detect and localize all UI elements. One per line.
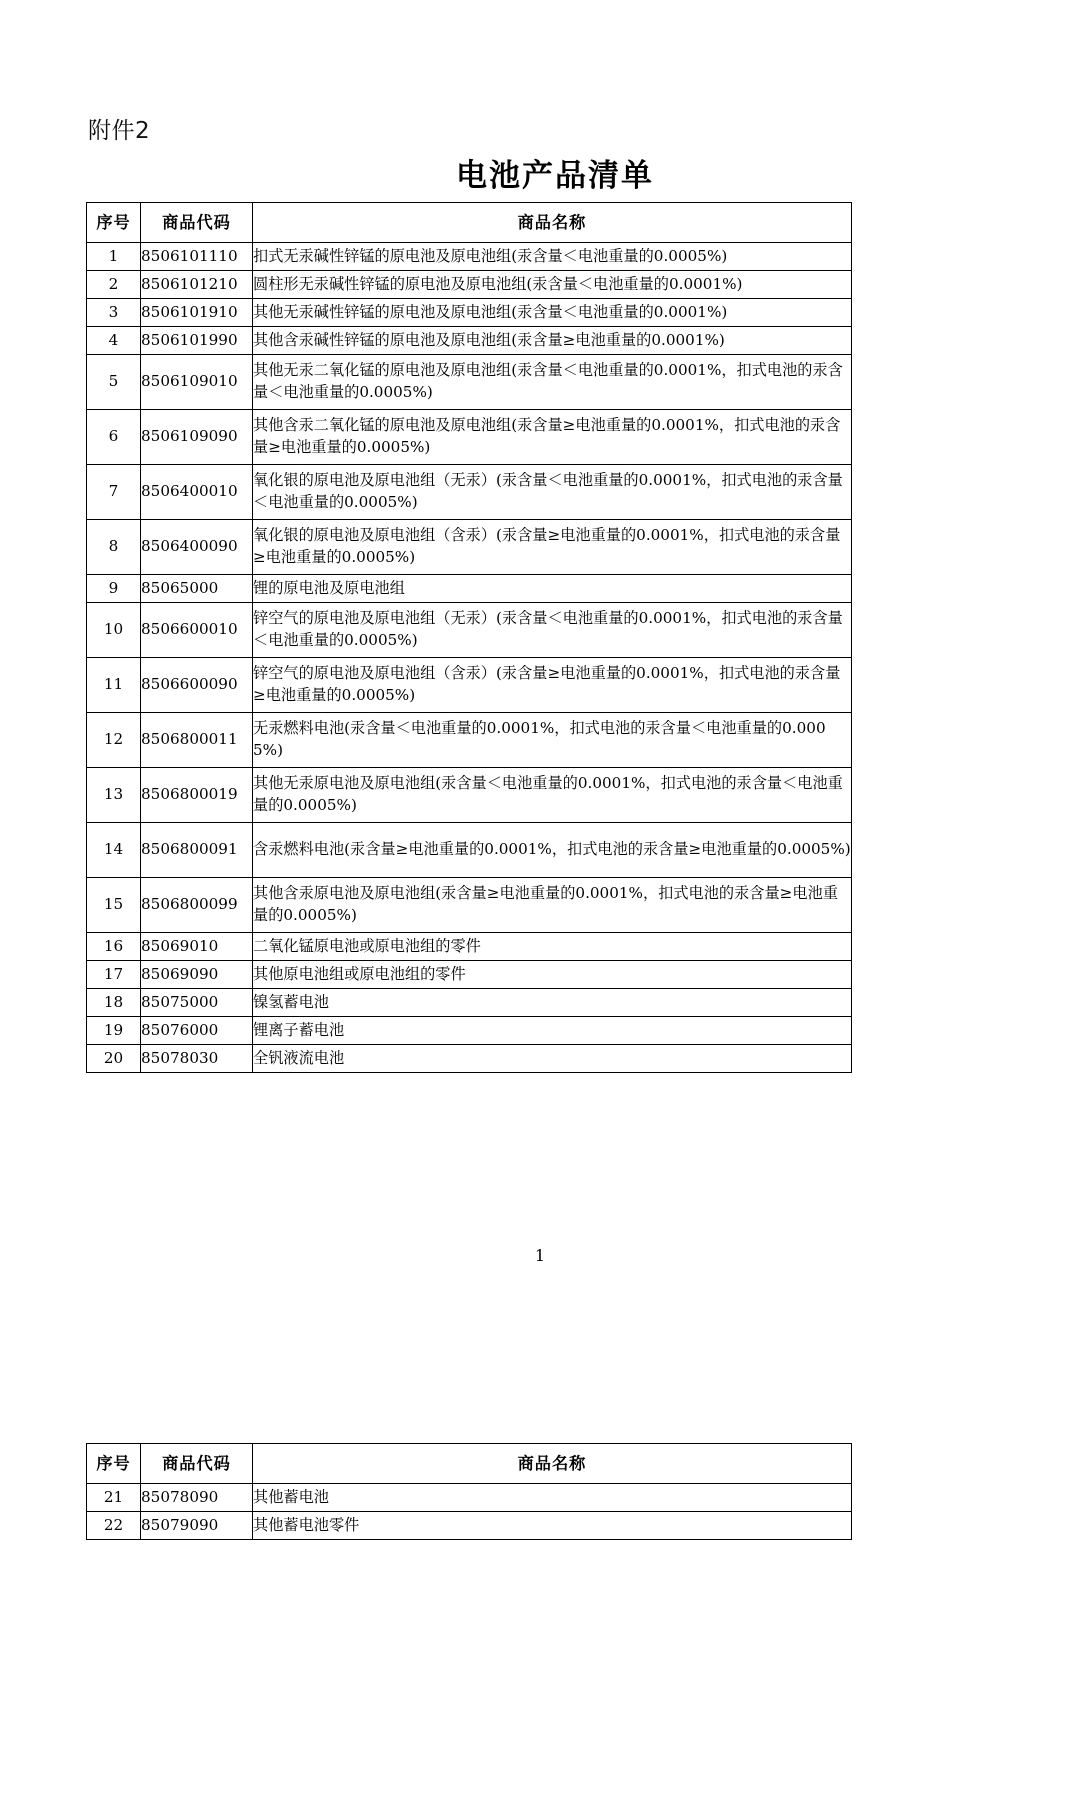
- table-row: [87, 713, 852, 768]
- cell-serial-number: 12: [87, 713, 141, 768]
- table-row: [87, 878, 852, 933]
- table-row: [87, 1045, 852, 1073]
- table-header-row: [87, 203, 852, 243]
- table-header-row: [87, 1444, 852, 1484]
- cell-product-code: 85069010: [141, 933, 253, 961]
- cell-product-name: 锂的原电池及原电池组: [253, 575, 852, 603]
- cell-product-code: 8506101910: [141, 299, 253, 327]
- cell-product-code: 85065000: [141, 575, 253, 603]
- cell-product-code: 85079090: [141, 1512, 253, 1540]
- cell-serial-number: 20: [87, 1045, 141, 1073]
- cell-serial-number: 1: [87, 243, 141, 271]
- column-header-code: 商品代码: [141, 203, 253, 243]
- column-header-name: 商品名称: [253, 203, 852, 243]
- cell-serial-number: 8: [87, 520, 141, 575]
- cell-product-code: 8506400010: [141, 465, 253, 520]
- cell-product-name: 氧化银的原电池及原电池组（含汞）(汞含量≥电池重量的0.0001%，扣式电池的汞含量≥电池重量的0.0005%): [253, 520, 852, 575]
- cell-product-code: 8506101210: [141, 271, 253, 299]
- cell-product-code: 8506101990: [141, 327, 253, 355]
- cell-product-code: 8506600090: [141, 658, 253, 713]
- cell-serial-number: 11: [87, 658, 141, 713]
- table-row: [87, 575, 852, 603]
- cell-serial-number: 14: [87, 823, 141, 878]
- cell-product-name: 其他无汞碱性锌锰的原电池及原电池组(汞含量＜电池重量的0.0001%): [253, 299, 852, 327]
- cell-product-code: 85078030: [141, 1045, 253, 1073]
- cell-serial-number: 10: [87, 603, 141, 658]
- cell-serial-number: 9: [87, 575, 141, 603]
- table-row: [87, 658, 852, 713]
- cell-product-name: 二氧化锰原电池或原电池组的零件: [253, 933, 852, 961]
- cell-product-name: 无汞燃料电池(汞含量＜电池重量的0.0001%，扣式电池的汞含量＜电池重量的0.0005%): [253, 713, 852, 768]
- cell-serial-number: 13: [87, 768, 141, 823]
- table-header: [87, 203, 852, 243]
- table-row: [87, 933, 852, 961]
- table-row: [87, 823, 852, 878]
- cell-product-name: 锌空气的原电池及原电池组（无汞）(汞含量＜电池重量的0.0001%，扣式电池的汞含量＜电池重量的0.0005%): [253, 603, 852, 658]
- cell-product-name: 锌空气的原电池及原电池组（含汞）(汞含量≥电池重量的0.0001%，扣式电池的汞含量≥电池重量的0.0005%): [253, 658, 852, 713]
- cell-product-name: 圆柱形无汞碱性锌锰的原电池及原电池组(汞含量＜电池重量的0.0001%): [253, 271, 852, 299]
- cell-product-name: 全钒液流电池: [253, 1045, 852, 1073]
- cell-product-name: 锂离子蓄电池: [253, 1017, 852, 1045]
- table-row: [87, 603, 852, 658]
- page-title: [0, 150, 1080, 195]
- cell-product-name: 其他含汞原电池及原电池组(汞含量≥电池重量的0.0001%，扣式电池的汞含量≥电池重量的0.0005%): [253, 878, 852, 933]
- cell-serial-number: 15: [87, 878, 141, 933]
- table-row: [87, 520, 852, 575]
- table-row: [87, 355, 852, 410]
- battery-product-table-container: [86, 202, 851, 1073]
- attachment-label: 附件2: [88, 118, 151, 144]
- cell-product-code: 8506400090: [141, 520, 253, 575]
- table-row: [87, 299, 852, 327]
- cell-product-code: 8506800011: [141, 713, 253, 768]
- cell-serial-number: 2: [87, 271, 141, 299]
- cell-serial-number: 17: [87, 961, 141, 989]
- table-row: [87, 271, 852, 299]
- table-row: [87, 327, 852, 355]
- cell-serial-number: 6: [87, 410, 141, 465]
- page-number: 1: [534, 1246, 546, 1265]
- table-row: [87, 768, 852, 823]
- cell-serial-number: 18: [87, 989, 141, 1017]
- cell-product-code: 8506800099: [141, 878, 253, 933]
- battery-product-table-continued: [86, 1443, 852, 1540]
- cell-product-name: 其他含汞二氧化锰的原电池及原电池组(汞含量≥电池重量的0.0001%，扣式电池的汞含量≥电池重量的0.0005%): [253, 410, 852, 465]
- cell-product-name: 其他蓄电池: [253, 1484, 852, 1512]
- cell-product-name: 镍氢蓄电池: [253, 989, 852, 1017]
- column-header-no: 序号: [87, 203, 141, 243]
- cell-product-name: 含汞燃料电池(汞含量≥电池重量的0.0001%，扣式电池的汞含量≥电池重量的0.0005%): [253, 823, 852, 878]
- cell-product-name: 扣式无汞碱性锌锰的原电池及原电池组(汞含量＜电池重量的0.0005%): [253, 243, 852, 271]
- cell-serial-number: 22: [87, 1512, 141, 1540]
- cell-serial-number: 21: [87, 1484, 141, 1512]
- cell-serial-number: 16: [87, 933, 141, 961]
- cell-serial-number: 3: [87, 299, 141, 327]
- column-header-name: 商品名称: [253, 1444, 852, 1484]
- page-title-text: 电池产品清单: [456, 158, 654, 194]
- table-row: [87, 1017, 852, 1045]
- cell-product-code: 8506800019: [141, 768, 253, 823]
- cell-product-code: 85078090: [141, 1484, 253, 1512]
- cell-product-code: 8506800091: [141, 823, 253, 878]
- cell-product-name: 其他蓄电池零件: [253, 1512, 852, 1540]
- cell-product-code: 8506600010: [141, 603, 253, 658]
- table-row: [87, 1484, 852, 1512]
- battery-product-table-continued-container: [86, 1443, 851, 1540]
- cell-serial-number: 7: [87, 465, 141, 520]
- cell-product-name: 其他无汞二氧化锰的原电池及原电池组(汞含量＜电池重量的0.0001%，扣式电池的汞含量＜电池重量的0.0005%): [253, 355, 852, 410]
- cell-product-code: 85069090: [141, 961, 253, 989]
- battery-product-table: [86, 202, 852, 1073]
- table-row: [87, 961, 852, 989]
- table-row: [87, 243, 852, 271]
- table-row: [87, 1512, 852, 1540]
- cell-product-name: 其他含汞碱性锌锰的原电池及原电池组(汞含量≥电池重量的0.0001%): [253, 327, 852, 355]
- table-row: [87, 410, 852, 465]
- column-header-code: 商品代码: [141, 1444, 253, 1484]
- cell-product-name: 其他原电池组或原电池组的零件: [253, 961, 852, 989]
- table-body-continued: [87, 1484, 852, 1540]
- table-body: [87, 243, 852, 1073]
- cell-serial-number: 5: [87, 355, 141, 410]
- cell-product-code: 8506101110: [141, 243, 253, 271]
- cell-serial-number: 4: [87, 327, 141, 355]
- cell-serial-number: 19: [87, 1017, 141, 1045]
- table-row: [87, 989, 852, 1017]
- cell-product-code: 85076000: [141, 1017, 253, 1045]
- cell-product-code: 85075000: [141, 989, 253, 1017]
- cell-product-name: 氧化银的原电池及原电池组（无汞）(汞含量＜电池重量的0.0001%，扣式电池的汞含量＜电池重量的0.0005%): [253, 465, 852, 520]
- table-row: [87, 465, 852, 520]
- table-header-continued: [87, 1444, 852, 1484]
- cell-product-code: 8506109090: [141, 410, 253, 465]
- column-header-no: 序号: [87, 1444, 141, 1484]
- cell-product-name: 其他无汞原电池及原电池组(汞含量＜电池重量的0.0001%，扣式电池的汞含量＜电池重量的0.0005%): [253, 768, 852, 823]
- cell-product-code: 8506109010: [141, 355, 253, 410]
